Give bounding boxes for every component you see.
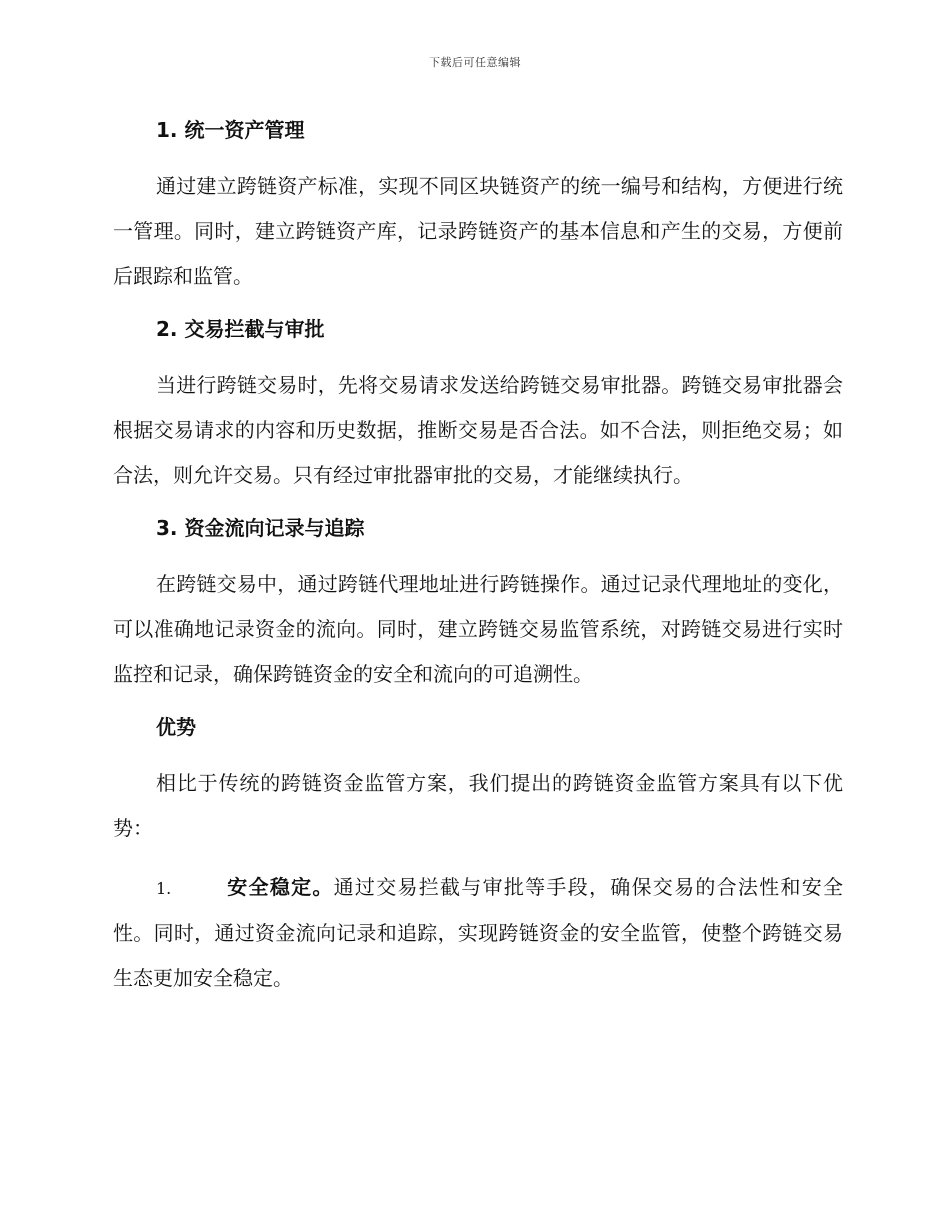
section-paragraph-1: 通过建立跨链资产标准，实现不同区块链资产的统一编号和结构，方便进行统一管理。同时，建立跨链资产库，记录跨链资产的基本信息和产生的交易，方便前后跟踪和监管。 bbox=[113, 174, 843, 288]
advantages-heading: 优势 bbox=[156, 715, 196, 739]
section-heading-3: 3. 资金流向记录与追踪 bbox=[156, 516, 365, 540]
advantages-intro: 相比于传统的跨链资金监管方案，我们提出的跨链资金监管方案具有以下优势： bbox=[113, 771, 843, 840]
advantage-text: 通过交易拦截与审批等手段，确保交易的合法性和安全性。同时，通过资金流向记录和追踪，实现跨链资金的安全监管，使整个跨链交易生态更加安全稳定。 bbox=[113, 875, 844, 990]
section-heading-2: 2. 交易拦截与审批 bbox=[156, 317, 325, 341]
list-number: 1. bbox=[156, 879, 172, 898]
section-paragraph-3: 在跨链交易中，通过跨链代理地址进行跨链操作。通过记录代理地址的变化，可以准确地记录资金的流向。同时，建立跨链交易监管系统，对跨链交易进行实时监控和记录，确保跨链资金的安全和流向的可追溯性。 bbox=[113, 572, 843, 686]
advantage-item-1 bbox=[113, 865, 843, 1001]
document-body bbox=[113, 110, 843, 1001]
advantage-title: 安全稳定。 bbox=[226, 875, 334, 899]
section-paragraph-2: 当进行跨链交易时，先将交易请求发送给跨链交易审批器。跨链交易审批器会根据交易请求的内容和历史数据，推断交易是否合法。如不合法，则拒绝交易；如合法，则允许交易。只有经过审批器审批的交易，才能继续执行。 bbox=[113, 373, 843, 487]
section-heading-1: 1. 统一资产管理 bbox=[156, 118, 305, 142]
page-header: 下载后可任意编辑 bbox=[429, 56, 521, 69]
